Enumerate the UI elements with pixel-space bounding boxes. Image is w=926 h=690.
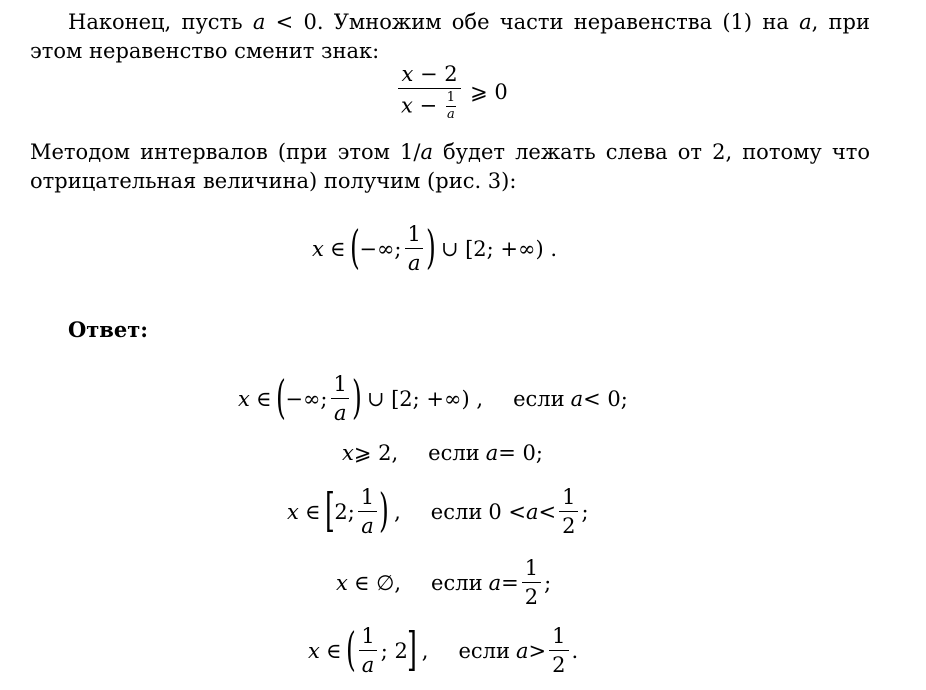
number-two: 2; bbox=[334, 499, 355, 524]
element-of: ∈ bbox=[255, 386, 272, 411]
left-paren: ( bbox=[276, 369, 287, 424]
fraction bbox=[398, 62, 461, 123]
paragraph-case-negative-a bbox=[30, 8, 870, 66]
var-x: x bbox=[401, 62, 414, 86]
comma: , bbox=[421, 638, 429, 663]
fraction bbox=[358, 624, 377, 677]
left-bracket: [ bbox=[325, 482, 336, 537]
minus-infinity: −∞; bbox=[359, 236, 402, 261]
condition-relation: > bbox=[528, 638, 547, 663]
answer-case-5 bbox=[308, 621, 579, 678]
text: , при этом неравенство сменит знак: bbox=[30, 10, 870, 63]
var-a: a bbox=[516, 638, 529, 663]
numerator: 1 bbox=[552, 624, 566, 648]
union-part: ∪ [2; +∞) . bbox=[440, 236, 558, 261]
text: − 2 bbox=[413, 62, 458, 86]
denominator: 2 bbox=[559, 511, 578, 538]
var-x: x bbox=[342, 441, 354, 465]
fraction bbox=[331, 372, 350, 425]
element-of: ∈ bbox=[304, 499, 321, 524]
answer-case-4 bbox=[336, 556, 551, 609]
numerator: 1 bbox=[360, 485, 375, 509]
var-a: a bbox=[525, 499, 539, 524]
element-of: ∈ bbox=[325, 638, 342, 663]
minus-infinity: −∞; bbox=[285, 386, 328, 411]
condition-relation: < 0; bbox=[583, 386, 628, 411]
number-two: ; 2 bbox=[380, 638, 408, 663]
denominator: 2 bbox=[522, 582, 541, 609]
numerator: 1 bbox=[333, 372, 347, 396]
var-x: x bbox=[287, 499, 299, 524]
denominator: a bbox=[447, 107, 455, 123]
var-a: a bbox=[799, 10, 812, 34]
answer-label: Ответ: bbox=[68, 317, 149, 342]
text: Методом интервалов (при этом 1/ bbox=[30, 140, 421, 164]
text: Наконец, пусть bbox=[68, 10, 253, 34]
denominator: a bbox=[405, 248, 424, 275]
punctuation: ; bbox=[581, 499, 589, 524]
var-x: x bbox=[238, 386, 250, 411]
small-fraction bbox=[446, 91, 456, 123]
var-a: a bbox=[420, 140, 433, 164]
denominator bbox=[398, 88, 461, 123]
var-a: a bbox=[488, 570, 502, 595]
answer-case-2 bbox=[342, 441, 543, 465]
var-x: x bbox=[401, 93, 413, 118]
union-part: ∪ [2; +∞) , bbox=[366, 386, 484, 411]
denominator: a bbox=[331, 398, 350, 425]
right-paren: ) bbox=[425, 219, 436, 274]
var-x: x bbox=[336, 570, 348, 595]
solution-set-display bbox=[312, 219, 558, 276]
right-paren: ) bbox=[379, 482, 390, 537]
denominator: a bbox=[358, 511, 377, 538]
condition-word: если bbox=[513, 386, 565, 411]
numerator: 1 bbox=[361, 624, 375, 648]
left-paren: ( bbox=[346, 621, 357, 676]
relation: ⩾ 0 bbox=[470, 80, 508, 105]
numerator: 1 bbox=[562, 485, 576, 509]
fraction bbox=[405, 222, 424, 275]
text: будет лежать слева от 2, потому что отрицательная величина) получим (рис. 3): bbox=[30, 140, 870, 193]
denominator: a bbox=[359, 650, 378, 677]
punctuation: ; bbox=[544, 570, 552, 595]
condition-relation: = bbox=[501, 570, 519, 595]
var-a: a bbox=[485, 441, 499, 465]
numerator: 1 bbox=[524, 556, 539, 580]
fraction bbox=[358, 485, 377, 538]
var-a: a bbox=[252, 10, 266, 34]
element-of: ∈ bbox=[329, 236, 346, 261]
condition-word: если bbox=[430, 499, 483, 524]
inequality-display bbox=[395, 62, 508, 123]
text: < 0. Умножим обе части неравенства (1) на bbox=[265, 10, 800, 34]
var-x: x bbox=[308, 638, 320, 663]
var-a: a bbox=[570, 386, 584, 411]
right-bracket: ] bbox=[406, 621, 417, 676]
condition-lower: 0 < bbox=[488, 499, 526, 524]
element-of-empty-set: ∈ ∅, bbox=[353, 570, 402, 595]
condition-word: если bbox=[428, 441, 480, 465]
condition-word: если bbox=[431, 570, 483, 595]
answer-case-1 bbox=[238, 369, 628, 426]
text: − bbox=[412, 93, 444, 118]
condition-word: если bbox=[458, 638, 511, 663]
condition-fraction bbox=[549, 624, 568, 677]
condition-fraction bbox=[559, 485, 578, 538]
numerator bbox=[398, 62, 460, 88]
var-x: x bbox=[312, 236, 324, 261]
comma: , bbox=[394, 499, 401, 524]
left-paren: ( bbox=[350, 219, 361, 274]
denominator: 2 bbox=[549, 650, 568, 677]
paragraph-interval-method bbox=[30, 138, 870, 196]
condition-relation: < bbox=[538, 499, 557, 524]
relation: ⩾ 2, bbox=[353, 441, 399, 465]
right-paren: ) bbox=[351, 369, 362, 424]
condition-fraction bbox=[522, 556, 541, 609]
condition-relation: = 0; bbox=[498, 441, 543, 465]
punctuation: . bbox=[571, 638, 579, 663]
numerator: 1 bbox=[407, 222, 421, 246]
numerator: 1 bbox=[446, 90, 456, 106]
answer-case-3 bbox=[287, 482, 589, 539]
